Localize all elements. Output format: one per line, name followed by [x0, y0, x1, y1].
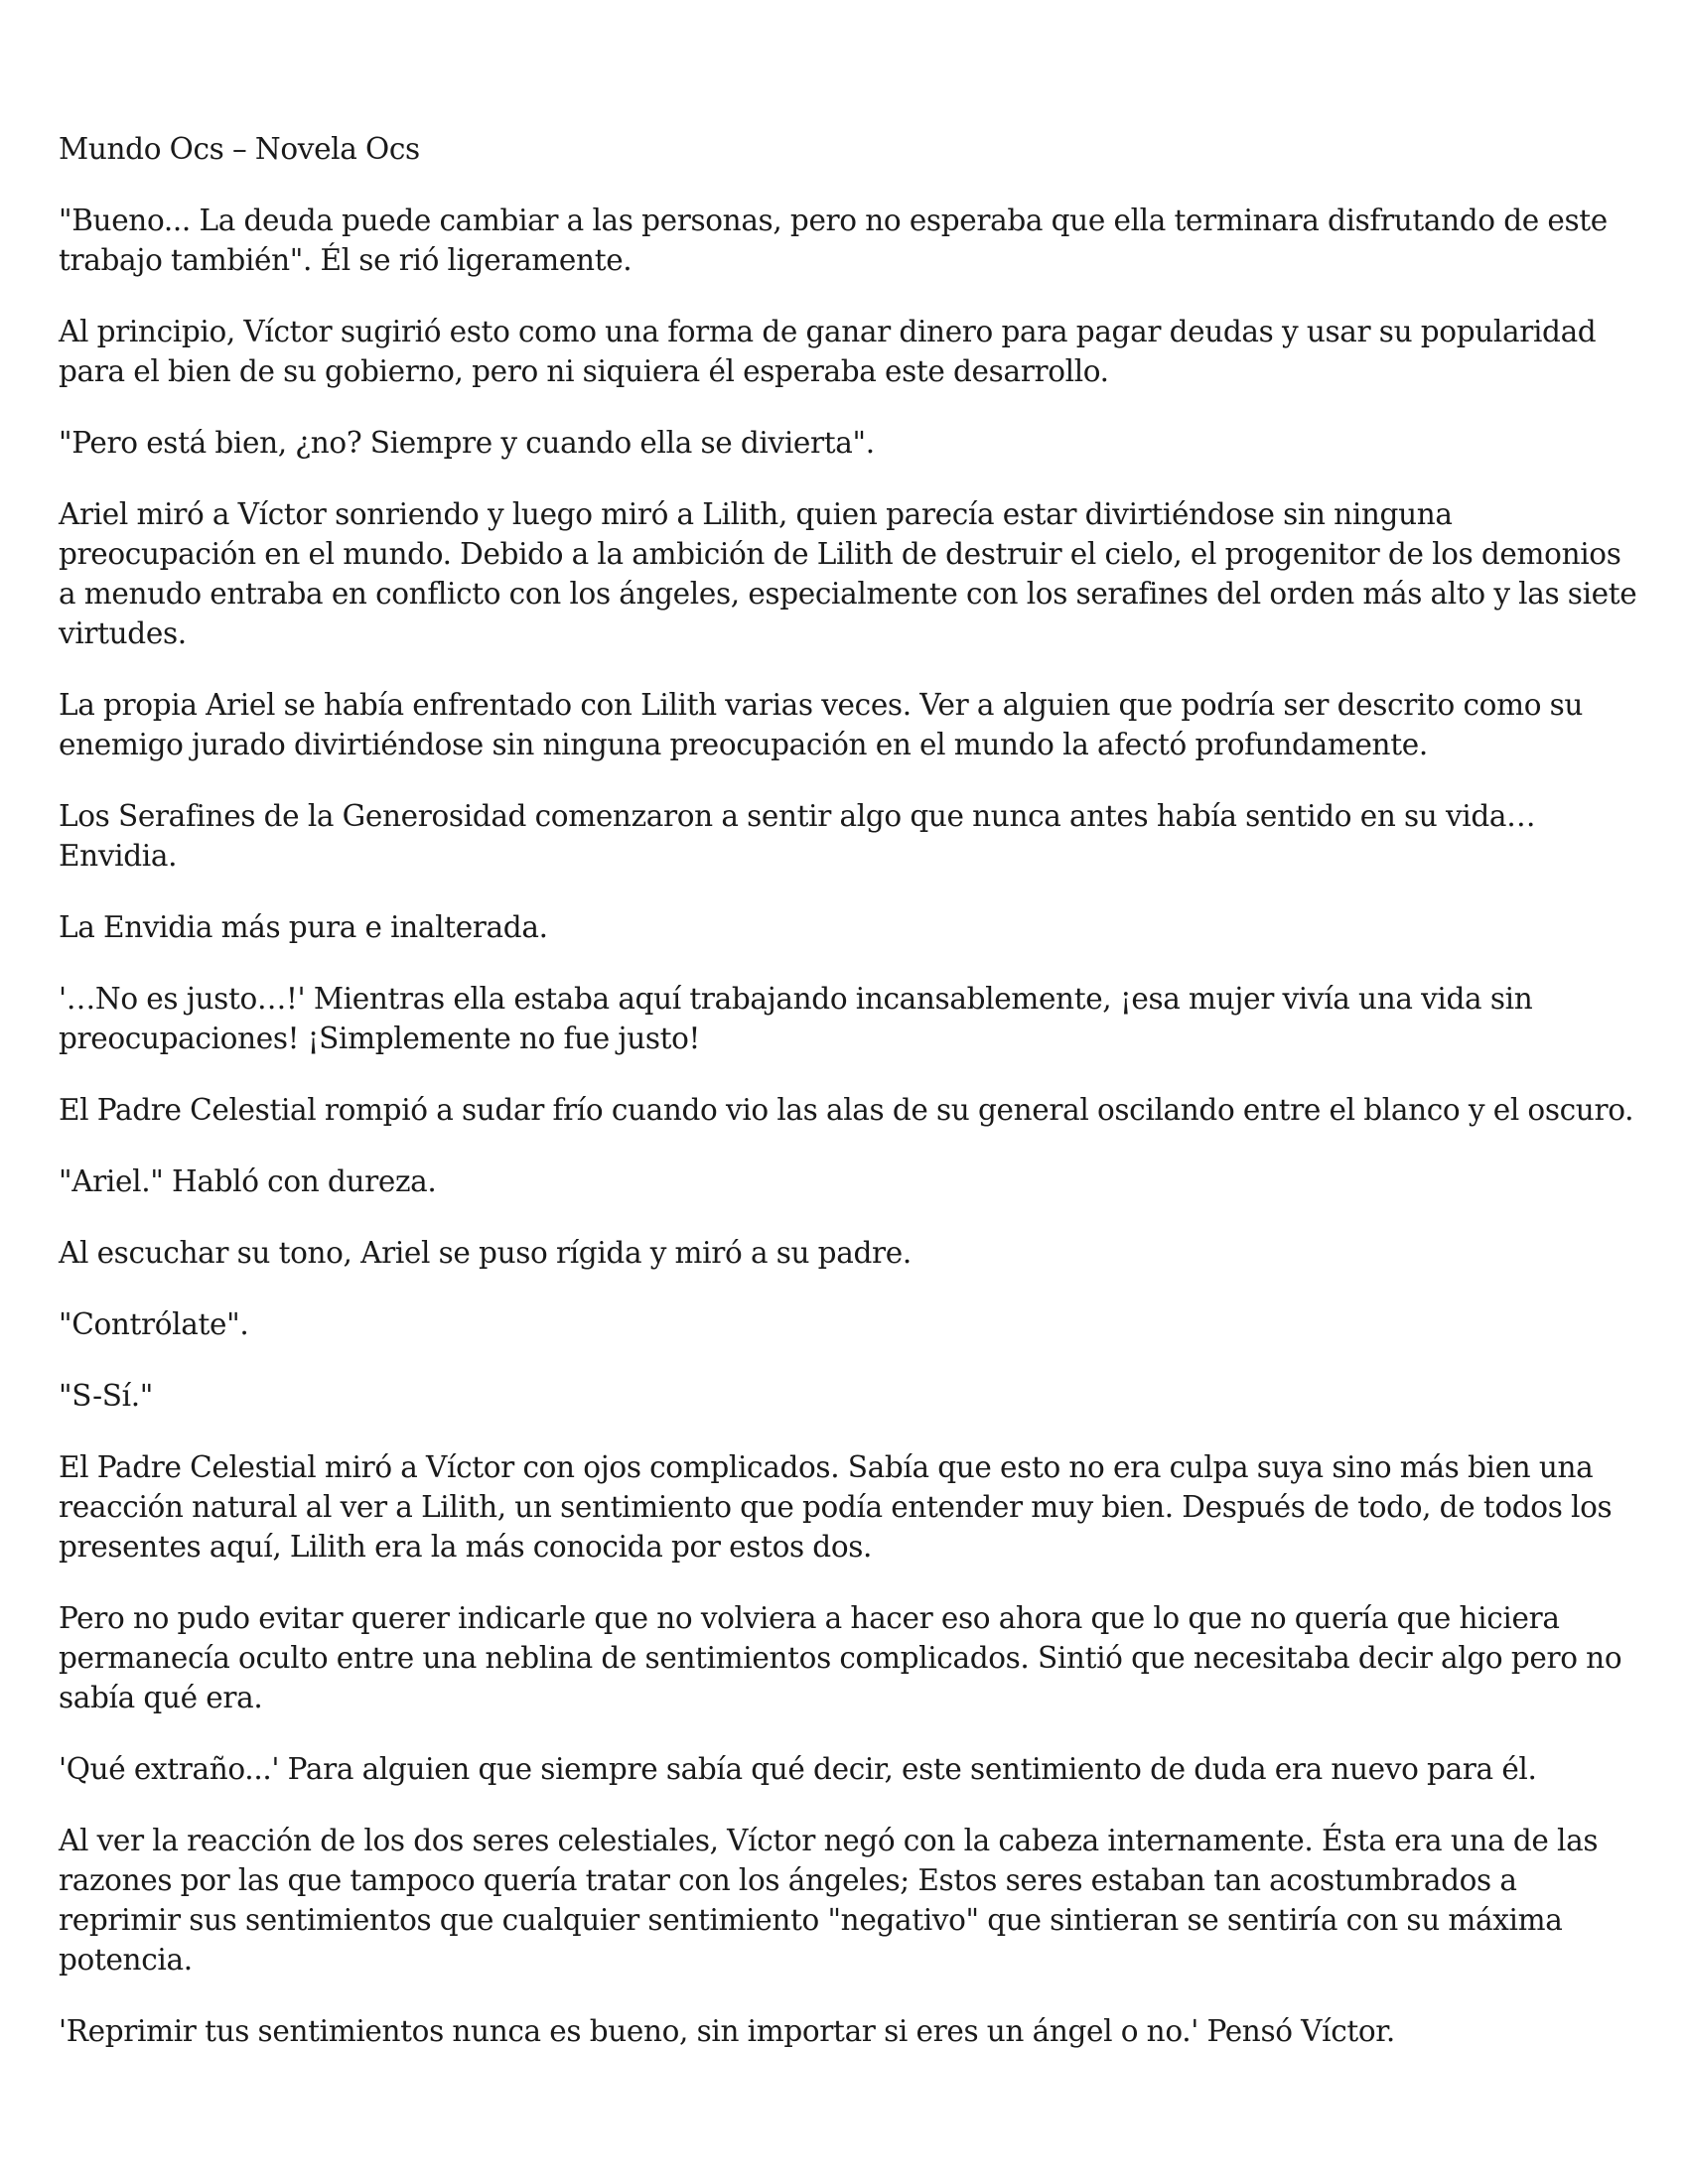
paragraph: '…No es justo…!' Mientras ella estaba aquí trabajando incansablemente, ¡esa mujer vivía una vida sin preocupaciones! ¡Simplemente no fue justo!	[59, 982, 1533, 1055]
paragraph: Al ver la reacción de los dos seres celestiales, Víctor negó con la cabeza internamente. Ésta era una de las razones por las que tampoco quería tratar con los ángeles; Estos seres estaban tan acostumbrados a reprimir sus sentimientos que cualquier sentimiento "negativo" que sintieran se sentiría con su máxima potencia.	[59, 1824, 1599, 1977]
paragraph: 'Qué extraño...' Para alguien que siempre sabía qué decir, este sentimiento de duda era nuevo para él.	[59, 1752, 1537, 1786]
paragraph: Al principio, Víctor sugirió esto como una forma de ganar dinero para pagar deudas y usar su popularidad para el bien de su gobierno, pero ni siquiera él esperaba este desarrollo.	[59, 315, 1597, 388]
paragraph: "S-Sí."	[59, 1379, 153, 1413]
paragraph: "Contrólate".	[59, 1307, 249, 1341]
document-header: Mundo Ocs – Novela Ocs	[59, 132, 420, 166]
paragraph: La Envidia más pura e inalterada.	[59, 910, 548, 944]
paragraph: Pero no pudo evitar querer indicarle que no volviera a hacer eso ahora que lo que no quería que hiciera permanecía oculto entre una neblina de sentimientos complicados. Sintió que necesitaba decir algo pero no sabía qué era.	[59, 1601, 1622, 1714]
document-page	[59, 129, 1637, 2083]
paragraph: "Bueno... La deuda puede cambiar a las personas, pero no esperaba que ella terminara disfrutando de este trabajo también". Él se rió ligeramente.	[59, 204, 1608, 277]
paragraph: La propia Ariel se había enfrentado con Lilith varias veces. Ver a alguien que podría ser descrito como su enemigo jurado divirtiéndose sin ninguna preocupación en el mundo la afectó profundamente.	[59, 688, 1584, 761]
paragraph: Ariel miró a Víctor sonriendo y luego miró a Lilith, quien parecía estar divirtiéndose sin ninguna preocupación en el mundo. Debido a la ambición de Lilith de destruir el cielo, el progenitor de los demonios a menudo entraba en conflicto con los ángeles, especialmente con los serafines del orden más alto y las siete virtudes.	[59, 497, 1637, 650]
paragraph: El Padre Celestial rompió a sudar frío cuando vio las alas de su general oscilando entre el blanco y el oscuro.	[59, 1093, 1634, 1127]
paragraph: Los Serafines de la Generosidad comenzaron a sentir algo que nunca antes había sentido en su vida… Envidia.	[59, 799, 1536, 873]
paragraph: "Ariel." Habló con dureza.	[59, 1164, 437, 1198]
paragraph: Al escuchar su tono, Ariel se puso rígida y miró a su padre.	[59, 1236, 912, 1270]
paragraph: El Padre Celestial miró a Víctor con ojos complicados. Sabía que esto no era culpa suya sino más bien una reacción natural al ver a Lilith, un sentimiento que podía entender muy bien. Después de todo, de todos los presentes aquí, Lilith era la más conocida por estos dos.	[59, 1450, 1613, 1564]
paragraph: 'Reprimir tus sentimientos nunca es bueno, sin importar si eres un ángel o no.' Pensó Víctor.	[59, 2014, 1395, 2048]
paragraph: "Pero está bien, ¿no? Siempre y cuando ella se divierta".	[59, 426, 875, 460]
